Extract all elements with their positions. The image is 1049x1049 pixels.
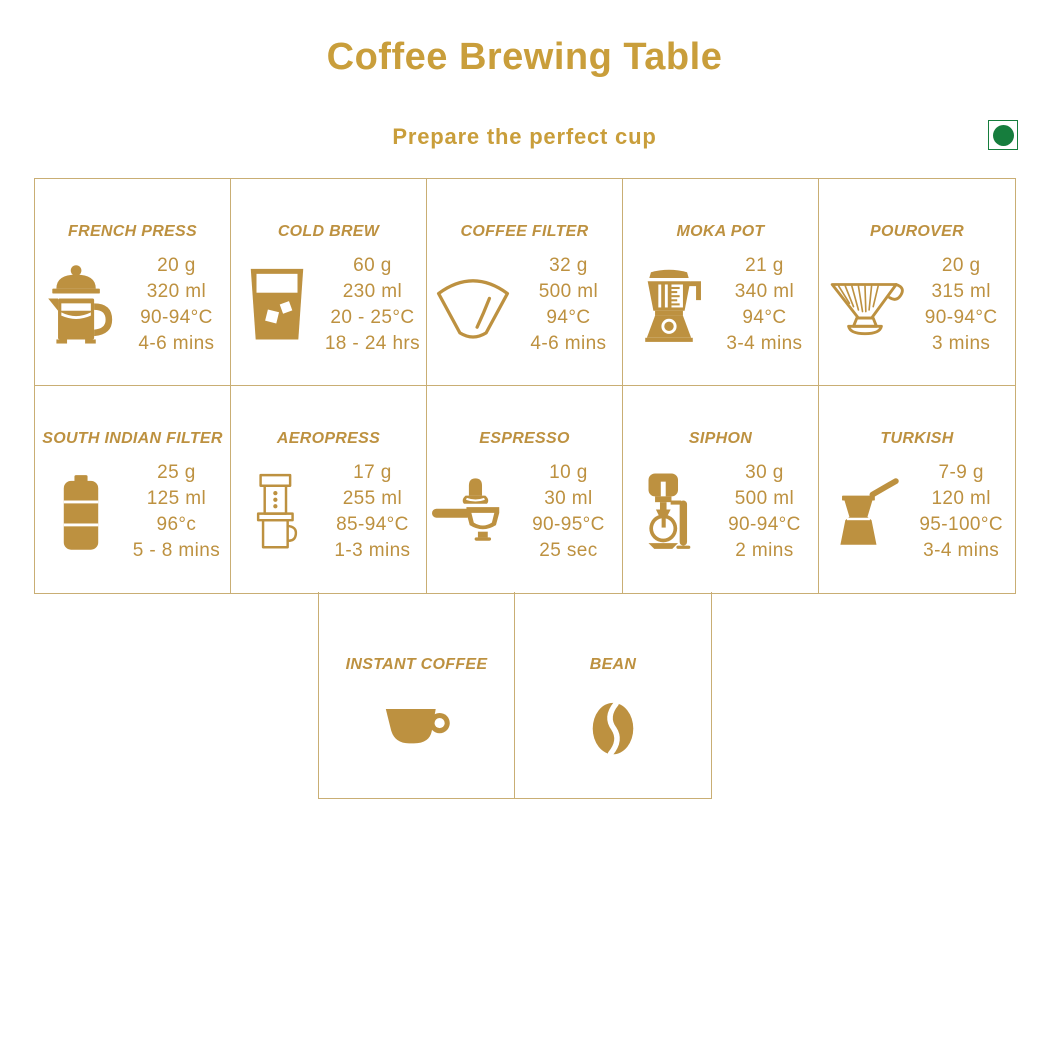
vegetarian-dot xyxy=(993,125,1014,146)
method-title: ESPRESSO xyxy=(479,430,570,447)
bean-icon xyxy=(574,688,652,766)
extras-grid xyxy=(318,592,712,799)
cell-siphon xyxy=(623,386,819,593)
cell-moka-pot xyxy=(623,179,819,386)
method-specs: 20 g 320 ml 90-94°C 4-6 mins xyxy=(138,255,215,354)
method-specs: 10 g 30 ml 90-95°C 25 sec xyxy=(532,462,605,561)
method-specs: 20 g 315 ml 90-94°C 3 mins xyxy=(924,255,998,354)
cell-espresso xyxy=(427,386,623,593)
coffee-filter-icon xyxy=(432,249,514,361)
method-title: FRENCH PRESS xyxy=(68,223,197,240)
cell-turkish xyxy=(819,386,1015,593)
method-specs: 7-9 g 120 ml 95-100°C 3-4 mins xyxy=(919,462,1003,561)
espresso-icon xyxy=(432,456,514,568)
south-indian-filter-icon xyxy=(40,456,122,568)
method-specs: 21 g 340 ml 94°C 3-4 mins xyxy=(726,255,803,354)
french-press-icon xyxy=(40,249,122,361)
method-specs: 17 g 255 ml 85-94°C 1-3 mins xyxy=(334,462,411,561)
pourover-icon xyxy=(824,249,906,361)
method-title: MOKA POT xyxy=(676,223,765,240)
turkish-icon xyxy=(824,456,906,568)
method-title: POUROVER xyxy=(870,223,964,240)
method-title: AEROPRESS xyxy=(276,430,381,447)
method-specs: 25 g 125 ml 96°c 5 - 8 mins xyxy=(132,462,221,561)
method-title: BEAN xyxy=(589,656,637,673)
cold-brew-icon xyxy=(236,249,318,361)
method-title: INSTANT COFFEE xyxy=(345,656,488,673)
cell-cold-brew xyxy=(231,179,427,386)
cell-pourover xyxy=(819,179,1015,386)
cell-aeropress xyxy=(231,386,427,593)
cell-instant-coffee xyxy=(319,592,515,798)
vegetarian-mark-icon xyxy=(988,120,1018,150)
cell-french-press xyxy=(35,179,231,386)
method-specs: 32 g 500 ml 94°C 4-6 mins xyxy=(530,255,607,354)
method-specs: 30 g 500 ml 90-94°C 2 mins xyxy=(728,462,801,561)
moka-pot-icon xyxy=(628,249,710,361)
siphon-icon xyxy=(628,456,710,568)
page-subtitle: Prepare the perfect cup xyxy=(392,124,657,149)
cell-south-indian-filter xyxy=(35,386,231,593)
method-title: TURKISH xyxy=(880,430,954,447)
method-specs: 60 g 230 ml 20 - 25°C 18 - 24 hrs xyxy=(324,255,421,354)
aeropress-icon xyxy=(236,456,318,568)
method-title: COLD BREW xyxy=(277,223,380,240)
page-title: Coffee Brewing Table xyxy=(326,36,723,78)
method-title: COFFEE FILTER xyxy=(460,223,589,240)
cell-bean xyxy=(515,592,711,798)
brewing-methods-grid xyxy=(34,178,1016,594)
instant-coffee-icon xyxy=(378,688,456,766)
method-title: SOUTH INDIAN FILTER xyxy=(42,430,223,447)
cell-coffee-filter xyxy=(427,179,623,386)
method-title: SIPHON xyxy=(688,430,753,447)
